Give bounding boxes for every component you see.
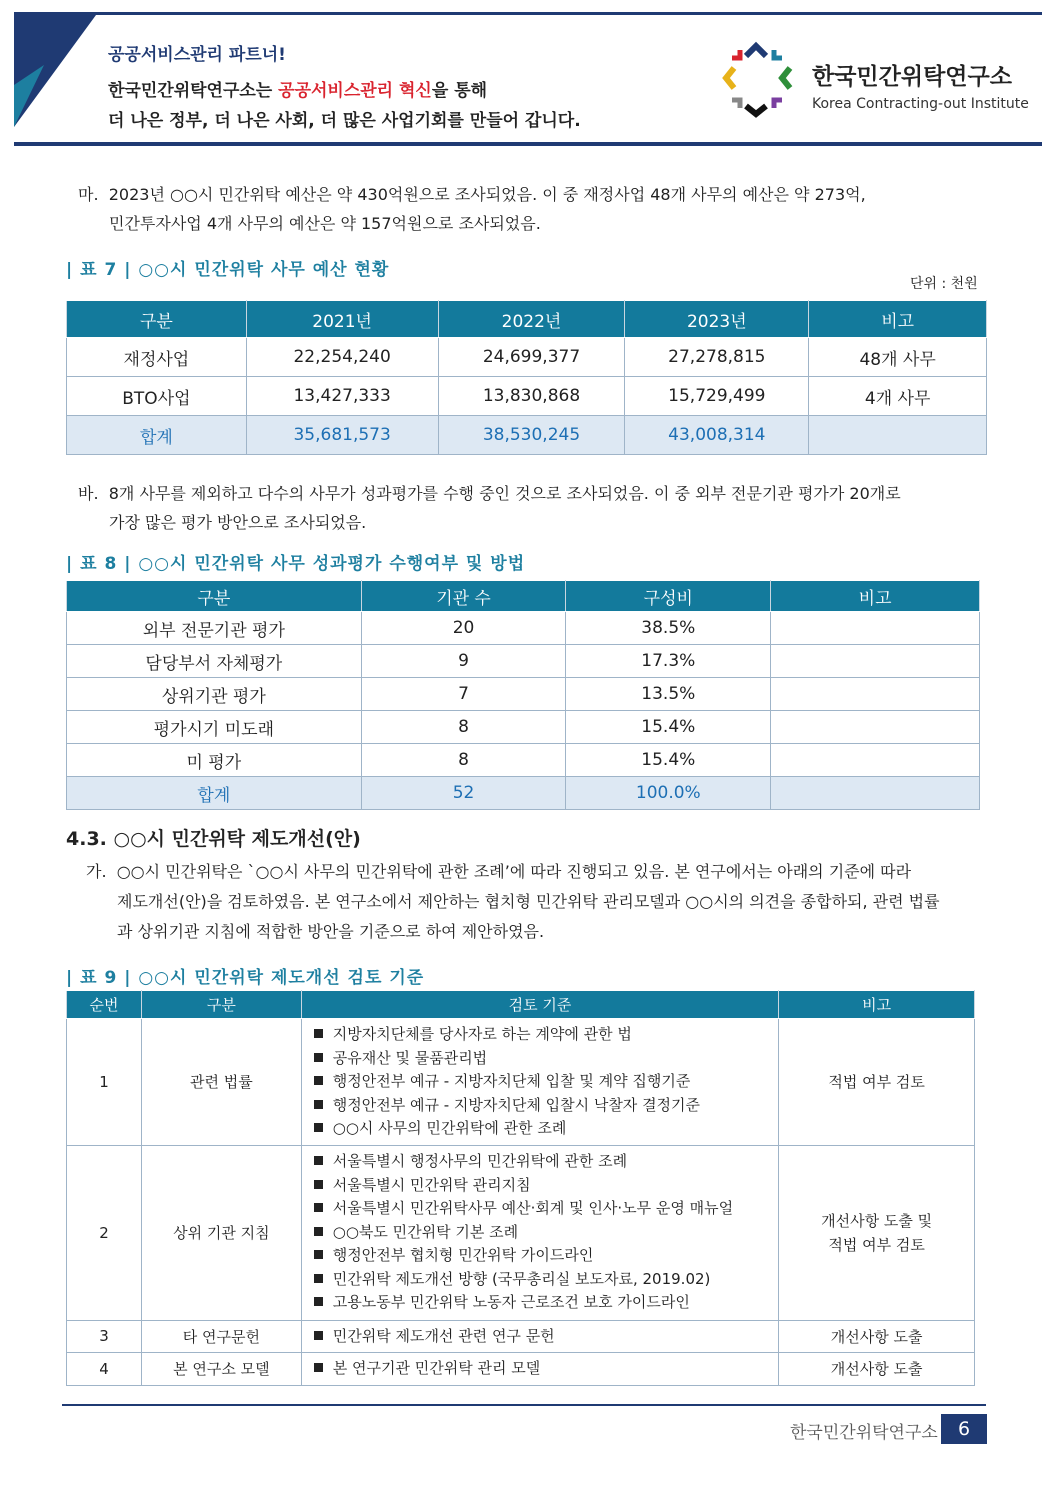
row-category: 상위 기관 지침: [141, 1145, 301, 1320]
bullet-square-icon: [314, 1331, 323, 1340]
page-number: 6: [941, 1414, 987, 1444]
table-7: [66, 300, 987, 455]
list-item: 본 연구기관 민간위탁 관리 모델: [314, 1357, 778, 1381]
table-9: [66, 990, 975, 1386]
table-8: [66, 580, 980, 810]
table-cell: 38.5%: [566, 612, 771, 645]
table-cell: 8: [361, 711, 566, 744]
row-category: 관련 법률: [141, 1019, 301, 1146]
table-cell: 100.0%: [566, 777, 771, 810]
table-cell: 15,729,499: [625, 377, 809, 416]
row-note: 개선사항 도출: [779, 1320, 975, 1353]
paragraph-text: 가장 많은 평가 방안으로 조사되었음.: [109, 513, 367, 532]
bullet-square-icon: [314, 1053, 323, 1062]
header-top-rule: [14, 12, 1042, 15]
table-cell: [771, 612, 980, 645]
criteria-list: [301, 1019, 778, 1146]
column-header: 검토 기준: [301, 991, 778, 1019]
header-highlight: 공공서비스관리 혁신: [278, 81, 432, 101]
paragraph-text: 2023년 ○○시 민간위탁 예산은 약 430억원으로 조사되었음. 이 중 재정사업 48개 사무의 예산은 약 273억,: [108, 185, 866, 204]
column-header: 순번: [67, 991, 142, 1019]
table-cell: 13,830,868: [438, 377, 625, 416]
table-cell: 20: [361, 612, 566, 645]
table-row: [67, 1320, 975, 1353]
bullet-square-icon: [314, 1297, 323, 1306]
table-8-caption: | 표 8 | ○○시 민간위탁 사무 성과평가 수행여부 및 방법: [66, 554, 526, 574]
column-header: 비고: [779, 991, 975, 1019]
paragraph-marker: 바.: [78, 484, 99, 503]
table-row: [67, 377, 987, 416]
table-cell: 상위기관 평가: [67, 678, 362, 711]
list-item: ○○시 사무의 민간위탁에 관한 조례: [314, 1117, 778, 1141]
table-cell: 43,008,314: [625, 416, 809, 455]
table-cell: 담당부서 자체평가: [67, 645, 362, 678]
list-item: 서울특별시 행정사무의 민간위탁에 관한 조례: [314, 1150, 778, 1174]
list-item: ○○북도 민간위탁 기본 조례: [314, 1221, 778, 1245]
bullet-square-icon: [314, 1274, 323, 1283]
table-cell: 48개 사무: [809, 338, 987, 377]
list-item: 민간위탁 제도개선 방향 (국무총리실 보도자료, 2019.02): [314, 1268, 778, 1292]
table-cell: 외부 전문기관 평가: [67, 612, 362, 645]
table-row: [67, 612, 980, 645]
bullet-square-icon: [314, 1156, 323, 1165]
table-cell: 17.3%: [566, 645, 771, 678]
table-row: [67, 645, 980, 678]
row-number: 4: [67, 1353, 142, 1386]
criteria-list: [301, 1320, 778, 1353]
row-category: 본 연구소 모델: [141, 1353, 301, 1386]
table-row: [67, 1019, 975, 1146]
table-cell: [771, 711, 980, 744]
bullet-square-icon: [314, 1076, 323, 1085]
bullet-square-icon: [314, 1029, 323, 1038]
table-cell: 재정사업: [67, 338, 247, 377]
paragraph-marker: 마.: [78, 185, 99, 204]
row-category: 타 연구문헌: [141, 1320, 301, 1353]
table-cell: 합계: [67, 416, 247, 455]
criteria-list: [301, 1145, 778, 1320]
table-cell: [771, 777, 980, 810]
table-row: [67, 338, 987, 377]
table-header-row: [67, 581, 980, 612]
row-note: 개선사항 도출: [779, 1353, 975, 1386]
table-cell: 27,278,815: [625, 338, 809, 377]
row-note: 적법 여부 검토: [779, 1019, 975, 1146]
bullet-square-icon: [314, 1227, 323, 1236]
institute-logo-icon: [718, 40, 798, 120]
table-7-unit: 단위 : 천원: [910, 276, 978, 292]
paragraph-text: ○○시 민간위탁은 `○○시 사무의 민간위탁에 관한 조례’에 따라 진행되고 있음. 본 연구에서는 아래의 기준에 따라: [116, 862, 912, 881]
bullet-square-icon: [314, 1203, 323, 1212]
table-cell: [809, 416, 987, 455]
column-header: 구분: [141, 991, 301, 1019]
section-title: 4.3. ○○시 민간위탁 제도개선(안): [66, 828, 361, 850]
row-number: 1: [67, 1019, 142, 1146]
table-header-row: [67, 301, 987, 338]
column-header: 구분: [67, 301, 247, 338]
footer-org-name: 한국민간위탁연구소: [790, 1423, 938, 1443]
table-7-caption: | 표 7 | ○○시 민간위탁 사무 예산 현황: [66, 260, 390, 280]
table-cell: 13,427,333: [246, 377, 438, 416]
table-cell: 35,681,573: [246, 416, 438, 455]
list-item: 민간위탁 제도개선 관련 연구 문헌: [314, 1325, 778, 1349]
table-9-caption: | 표 9 | ○○시 민간위탁 제도개선 검토 기준: [66, 968, 425, 988]
footer-rule: [62, 1404, 986, 1406]
column-header: 비고: [809, 301, 987, 338]
table-cell: 합계: [67, 777, 362, 810]
list-item: 고용노동부 민간위탁 노동자 근로조건 보호 가이드라인: [314, 1291, 778, 1315]
logo-english-name: Korea Contracting-out Institute: [812, 96, 1029, 112]
paragraph-ga: [86, 857, 986, 947]
paragraph-text: 과 상위기관 지침에 적합한 방안을 기준으로 하여 제안하였음.: [117, 922, 545, 941]
table-cell: 52: [361, 777, 566, 810]
table-cell: 24,699,377: [438, 338, 625, 377]
table-cell: 7: [361, 678, 566, 711]
header-line-3: 더 나은 정부, 더 나은 사회, 더 많은 사업기회를 만들어 갑니다.: [108, 111, 581, 131]
column-header: 기관 수: [361, 581, 566, 612]
table-cell: 15.4%: [566, 711, 771, 744]
paragraph-text: 민간투자사업 4개 사무의 예산은 약 157억원으로 조사되었음.: [109, 214, 541, 233]
table-cell: 22,254,240: [246, 338, 438, 377]
paragraph-marker: 가.: [86, 862, 107, 881]
row-number: 3: [67, 1320, 142, 1353]
column-header: 구성비: [566, 581, 771, 612]
column-header: 2021년: [246, 301, 438, 338]
table-cell: [771, 744, 980, 777]
paragraph-ba: [78, 479, 998, 537]
table-row: [67, 678, 980, 711]
table-cell: 9: [361, 645, 566, 678]
table-row: [67, 711, 980, 744]
list-item: 지방자치단체를 당사자로 하는 계약에 관한 법: [314, 1023, 778, 1047]
table-cell: 미 평가: [67, 744, 362, 777]
header-line-2: 한국민간위탁연구소는 공공서비스관리 혁신을 통해: [108, 81, 488, 101]
table-cell: 8: [361, 744, 566, 777]
table-cell: [771, 645, 980, 678]
table-cell: 13.5%: [566, 678, 771, 711]
header-corner-decoration: [14, 15, 96, 127]
list-item: 행정안전부 협치형 민간위탁 가이드라인: [314, 1244, 778, 1268]
bullet-square-icon: [314, 1180, 323, 1189]
table-cell: 4개 사무: [809, 377, 987, 416]
table-cell: 15.4%: [566, 744, 771, 777]
table-total-row: [67, 416, 987, 455]
bullet-square-icon: [314, 1100, 323, 1109]
bullet-square-icon: [314, 1123, 323, 1132]
table-row: [67, 1145, 975, 1320]
column-header: 구분: [67, 581, 362, 612]
column-header: 2023년: [625, 301, 809, 338]
table-header-row: [67, 991, 975, 1019]
table-cell: [771, 678, 980, 711]
list-item: 서울특별시 민간위탁사무 예산·회계 및 인사·노무 운영 매뉴얼: [314, 1197, 778, 1221]
paragraph-ma: [78, 180, 958, 238]
table-cell: BTO사업: [67, 377, 247, 416]
table-cell: 평가시기 미도래: [67, 711, 362, 744]
bullet-square-icon: [314, 1363, 323, 1372]
column-header: 2022년: [438, 301, 625, 338]
table-total-row: [67, 777, 980, 810]
table-row: [67, 1353, 975, 1386]
paragraph-text: 제도개선(안)을 검토하였음. 본 연구소에서 제안하는 협치형 민간위탁 관리모델과 ○○시의 의견을 종합하되, 관련 법률: [117, 892, 940, 911]
header-tagline: 공공서비스관리 파트너!: [108, 45, 286, 65]
bullet-square-icon: [314, 1250, 323, 1259]
criteria-list: [301, 1353, 778, 1386]
row-note: 개선사항 도출 및 적법 여부 검토: [779, 1145, 975, 1320]
table-row: [67, 744, 980, 777]
list-item: 행정안전부 예규 - 지방자치단체 입찰 및 계약 집행기준: [314, 1070, 778, 1094]
table-cell: 38,530,245: [438, 416, 625, 455]
list-item: 행정안전부 예규 - 지방자치단체 입찰시 낙찰자 결정기준: [314, 1094, 778, 1118]
row-number: 2: [67, 1145, 142, 1320]
header-bottom-rule: [14, 142, 1042, 146]
paragraph-text: 8개 사무를 제외하고 다수의 사무가 성과평가를 수행 중인 것으로 조사되었음. 이 중 외부 전문기관 평가가 20개로: [108, 484, 901, 503]
logo-korean-name: 한국민간위탁연구소: [812, 64, 1012, 90]
list-item: 공유재산 및 물품관리법: [314, 1047, 778, 1071]
list-item: 서울특별시 민간위탁 관리지침: [314, 1174, 778, 1198]
column-header: 비고: [771, 581, 980, 612]
